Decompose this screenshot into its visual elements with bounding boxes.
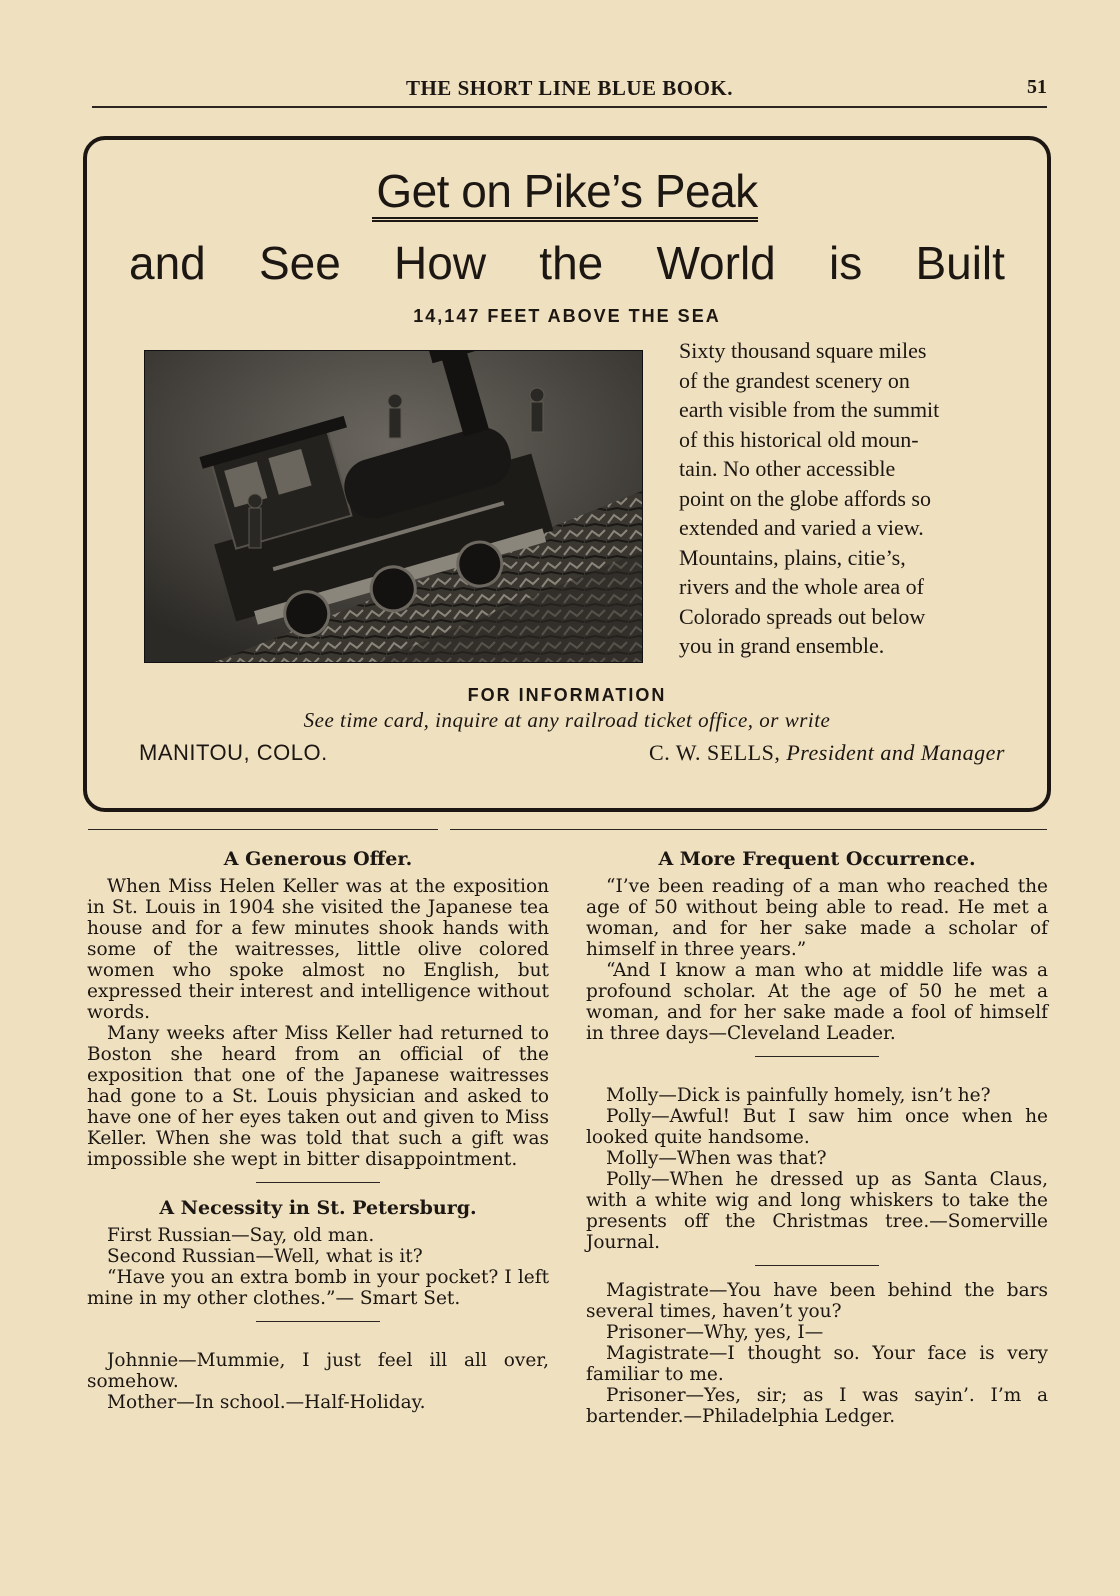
- story-paragraph: “And I know a man who at middle life was a profound scholar. At the age of 50 he met a woman, and for her sake made a fool of himself in three days—Cleveland Leader.: [586, 960, 1048, 1044]
- ad-body-line: you in grand ensemble.: [679, 633, 885, 658]
- ad-body-line: rivers and the whole area of: [679, 574, 924, 599]
- ad-title: Get on Pike’s Peak: [376, 165, 758, 217]
- story-heading: A Generous Offer.: [223, 848, 413, 870]
- ad-contact: [649, 740, 1005, 766]
- story-heading: A More Frequent Occurrence.: [658, 848, 976, 870]
- separator-rule-left: [88, 829, 438, 830]
- story-paragraph: Prisoner—Yes, sir; as I was sayin’. I’m a bartender.—Philadelphia Ledger.: [586, 1385, 1048, 1427]
- page-number: 51: [1027, 76, 1047, 98]
- story-paragraph: First Russian—Say, old man.: [107, 1225, 375, 1246]
- ad-body-line: Sixty thousand square miles: [679, 338, 927, 363]
- ad-contact-role: President and Manager: [786, 740, 1005, 765]
- ad-contact-name: C. W. SELLS,: [649, 740, 781, 765]
- ad-body-line: extended and varied a view.: [679, 515, 924, 540]
- ad-body-line: earth visible from the summit: [679, 397, 940, 422]
- story-paragraph: Prisoner—Why, yes, I—: [606, 1322, 824, 1343]
- story-paragraph: Many weeks after Miss Keller had returned to Boston she heard from an official of the exposition that one of the Japanese waitresses had gone to a St. Louis physician and asked to have one of her eyes taken out and given to Miss Keller. When she was told that such a gift was impossible she wept in bitter disappointment.: [87, 1023, 549, 1170]
- ad-elevation: 14,147 FEET ABOVE THE SEA: [413, 306, 721, 326]
- story-paragraph: Johnnie—Mummie, I just feel ill all over, somehow.: [87, 1350, 549, 1392]
- ad-headline-word: Built: [915, 237, 1005, 289]
- ad-headline-word: How: [394, 237, 487, 289]
- ad-location: MANITOU, COLO.: [139, 740, 328, 765]
- advertisement-box: [83, 136, 1051, 812]
- spacer: [586, 1071, 1048, 1085]
- story-paragraph: Magistrate—You have been behind the bars several times, haven’t you?: [586, 1280, 1048, 1322]
- locomotive-illustration: [145, 351, 642, 662]
- story-divider: [755, 1265, 879, 1266]
- ad-instructions: See time card, inquire at any railroad ticket office, or write: [303, 708, 831, 732]
- story-heading: A Necessity in St. Petersburg.: [159, 1197, 477, 1219]
- story-paragraph: Second Russian—Well, what is it?: [107, 1246, 423, 1267]
- story-paragraph: “Have you an extra bomb in your pocket? I left mine in my other clothes.”— Smart Set.: [87, 1267, 549, 1309]
- ad-headline: [129, 236, 1005, 290]
- spacer: [87, 1336, 549, 1350]
- story-paragraph: “I’ve been reading of a man who reached the age of 50 without being able to read. He met a woman, and for her sake made a scholar of himself in three years.”: [586, 876, 1048, 960]
- story-paragraph: When Miss Helen Keller was at the exposition in St. Louis in 1904 she visited the Japanese tea house and for a few minutes shook hands with some of the waitresses, little olive colored women who spoke almost no English, but expressed their interest and intelligence without words.: [87, 876, 549, 1023]
- left-column: [87, 848, 549, 1413]
- story-paragraph: Magistrate—I thought so. Your face is very familiar to me.: [586, 1343, 1048, 1385]
- running-title: THE SHORT LINE BLUE BOOK.: [405, 76, 734, 100]
- ad-body-line: tain. No other accessible: [679, 456, 896, 481]
- ad-headline-word: and: [129, 237, 206, 289]
- story-paragraph: Polly—Awful! But I saw him once when he looked quite handsome.: [586, 1106, 1048, 1148]
- story-paragraph: Mother—In school.—Half-Holiday.: [107, 1392, 426, 1413]
- ad-for-information: FOR INFORMATION: [467, 685, 667, 705]
- separator-rule-right: [450, 829, 1047, 830]
- story-paragraph: Molly—When was that?: [606, 1148, 827, 1169]
- ad-body-line: of this historical old moun-: [679, 426, 919, 452]
- right-column: [586, 848, 1048, 1427]
- cog-railway-locomotive-photo: [144, 350, 643, 663]
- story-paragraph: Molly—Dick is painfully homely, isn’t he?: [606, 1085, 991, 1106]
- story-divider: [256, 1182, 380, 1183]
- ad-title-underline: [372, 217, 758, 222]
- story-divider: [755, 1056, 879, 1057]
- ad-headline-word: World: [656, 237, 776, 289]
- ad-body-text: [679, 336, 1013, 661]
- ad-body-line: Colorado spreads out below: [679, 603, 926, 629]
- story-divider: [256, 1321, 380, 1322]
- ad-body-line: Mountains, plains, citie’s,: [679, 544, 906, 570]
- ad-body-line: of the grandest scenery on: [679, 367, 910, 393]
- ad-headline-word: is: [828, 237, 863, 289]
- ad-headline-word: the: [539, 237, 604, 289]
- ad-headline-word: See: [258, 237, 341, 289]
- running-head: [92, 72, 1047, 108]
- story-paragraph: Polly—When he dressed up as Santa Claus, with a white wig and long whiskers to take the presents off the Christmas tree.—Somerville Journal.: [586, 1169, 1048, 1253]
- ad-body-line: point on the globe affords so: [679, 485, 931, 511]
